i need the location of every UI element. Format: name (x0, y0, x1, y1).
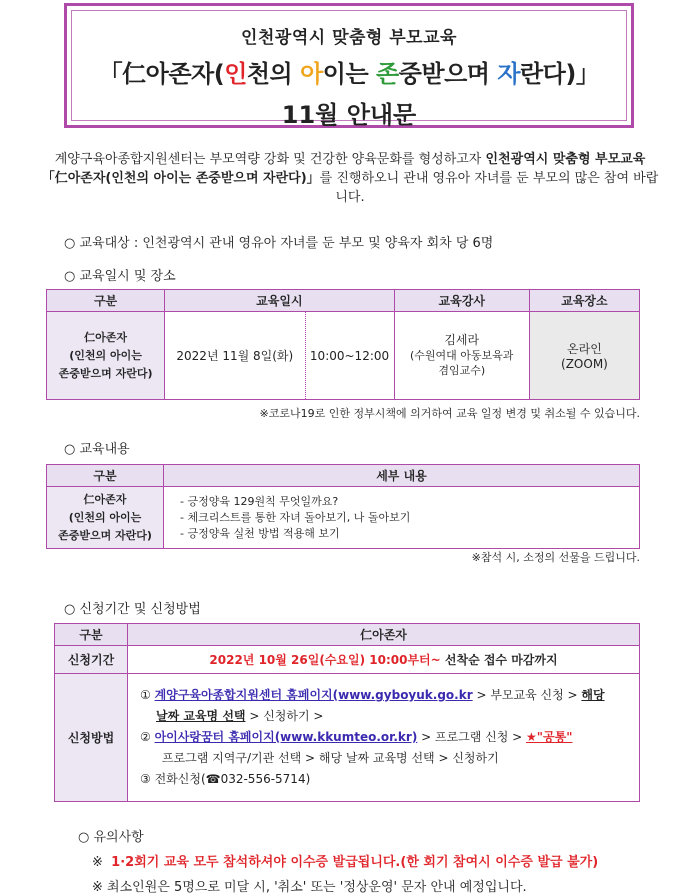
method2-line2: 프로그램 지역구/기관 선택 > 해당 날짜 교육명 선택 > 신청하기 (162, 751, 499, 765)
target-line: ○ 교육대상 : 인천광역시 관내 영유아 자녀를 둔 부모 및 양육자 회차 당 6명 (64, 236, 494, 251)
instructor-aff1: (수원여대 아동보육과 (410, 349, 514, 362)
content-heading: ○ 교육내용 (64, 442, 130, 457)
method2-rest: > 프로그램 신청 > (417, 730, 527, 744)
title-word4: 란다)」 (520, 60, 600, 88)
schedule-instructor (394, 312, 529, 400)
content-item: - 긍정양육 실천 방법 적용해 보기 (180, 526, 340, 540)
apply-period-tail: 선착순 접수 마감까지 (440, 653, 558, 667)
intro-text2: 를 진행하오니 관내 영유아 자녀를 둔 부모의 많은 참여 바랍니다. (319, 171, 659, 205)
notes-text1: 1·2회기 교육 모두 참석하셔야 이수증 발급됩니다.(한 회기 참여시 이수증 발급 불가) (111, 855, 599, 870)
content-item: - 체크리스트를 통한 자녀 돌아보기, 나 돌아보기 (180, 510, 411, 524)
method1-line2-rest: > 신청하기 > (245, 709, 324, 723)
content-header-detail: 세부 내용 (164, 465, 640, 487)
gyboyuk-link[interactable]: 계양구육아종합지원센터 홈페이지(www.gyboyuk.go.kr (154, 688, 473, 702)
cat-line2: (인천의 아이는 (69, 348, 142, 362)
schedule-header-datetime: 교육일시 (165, 290, 394, 312)
method1-bold: 해당 (581, 688, 605, 702)
apply-header-category: 구분 (55, 624, 128, 646)
notes-item2: ※ 최소인원은 5명으로 미달 시, '취소' 또는 '정상운영' 문자 안내 예정입니다. (92, 880, 527, 895)
schedule-header-place: 교육장소 (529, 290, 639, 312)
title-char-in: 인 (224, 60, 247, 88)
cat-line3: 존중받으며 자란다) (58, 528, 152, 542)
schedule-header-instructor: 교육강사 (394, 290, 529, 312)
intro-paragraph (40, 150, 660, 207)
content-note: ※참석 시, 소정의 선물을 드립니다. (471, 551, 640, 564)
apply-period-value: 2022년 10월 26일(수요일) 10:00부터~ (209, 653, 441, 667)
schedule-note: ※코로나19로 인한 정부시책에 의거하여 교육 일정 변경 및 취소될 수 있습니다. (259, 407, 640, 420)
content-table (46, 464, 640, 549)
title-word1: 천의 (246, 60, 301, 88)
schedule-place (529, 312, 639, 400)
schedule-header-category: 구분 (47, 290, 165, 312)
notes-mark: ※ (92, 855, 103, 870)
method1-rest: > 부모교육 신청 > (472, 688, 582, 702)
notes-item1 (92, 851, 598, 870)
title-prefix: 「仁아존자( (98, 60, 225, 88)
method2-star: ★"공통" (526, 730, 573, 744)
apply-period-cell (128, 646, 640, 674)
title-line2 (72, 54, 626, 89)
apply-method-cell (128, 674, 640, 802)
title-inner-border (71, 10, 627, 129)
cat-line3: 존중받으며 자란다) (58, 366, 153, 380)
schedule-category-cell (47, 312, 165, 400)
content-header-category: 구분 (47, 465, 164, 487)
method2-num: ② (140, 730, 151, 744)
title-char-jon: 존 (376, 60, 399, 88)
place-line2: (ZOOM) (561, 357, 608, 371)
apply-header-program: 仁아존자 (128, 624, 640, 646)
content-category-cell (47, 487, 164, 549)
content-item: - 긍정양육 129원칙 무엇일까요? (180, 494, 339, 508)
apply-heading: ○ 신청기간 및 신청방법 (64, 602, 201, 617)
intro-text1: 계양구육아종합지원센터는 부모역량 강화 및 건강한 양육문화를 형성하고자 (54, 152, 486, 167)
title-line1: 인천광역시 맞춤형 부모교육 (241, 28, 457, 48)
schedule-time: 10:00~12:00 (305, 312, 394, 400)
method1-num: ① (140, 688, 151, 702)
apply-method-label: 신청방법 (55, 674, 128, 802)
kkumteo-link[interactable]: 아이사랑꿈터 홈페이지(www.kkumteo.or.kr) (154, 730, 418, 744)
title-word3: 중받으며 (398, 60, 498, 88)
title-word2: 이는 (322, 60, 377, 88)
method3-phone: ③ 전화신청(☎032-556-5714) (140, 772, 311, 786)
content-detail-cell (164, 487, 640, 549)
place-line1: 온라인 (567, 342, 602, 356)
title-box (64, 3, 634, 128)
cat-line2: (인천의 아이는 (68, 510, 142, 524)
cat-line1: 仁아존자 (84, 330, 128, 344)
instructor-aff2: 겸임교수) (438, 364, 486, 377)
method1-line2-bold: 날짜 교육명 선택 (156, 709, 246, 723)
schedule-date: 2022년 11월 8일(화) (165, 312, 305, 400)
title-char-a: 아 (300, 60, 323, 88)
apply-period-label: 신청기간 (55, 646, 128, 674)
schedule-table (46, 289, 640, 400)
title-line3: 11월 안내문 (281, 101, 417, 129)
instructor-name: 김세라 (444, 333, 480, 347)
notes-heading: ○ 유의사항 (78, 830, 144, 845)
title-char-ja: 자 (497, 60, 520, 88)
cat-line1: 仁아존자 (83, 492, 127, 506)
apply-table (54, 623, 640, 802)
schedule-heading: ○ 교육일시 및 장소 (64, 269, 176, 284)
intro-bold: 인천광역시 맞춤형 부모교육 「仁아존자(인천의 아이는 존중받으며 자란다)」 (41, 152, 646, 186)
